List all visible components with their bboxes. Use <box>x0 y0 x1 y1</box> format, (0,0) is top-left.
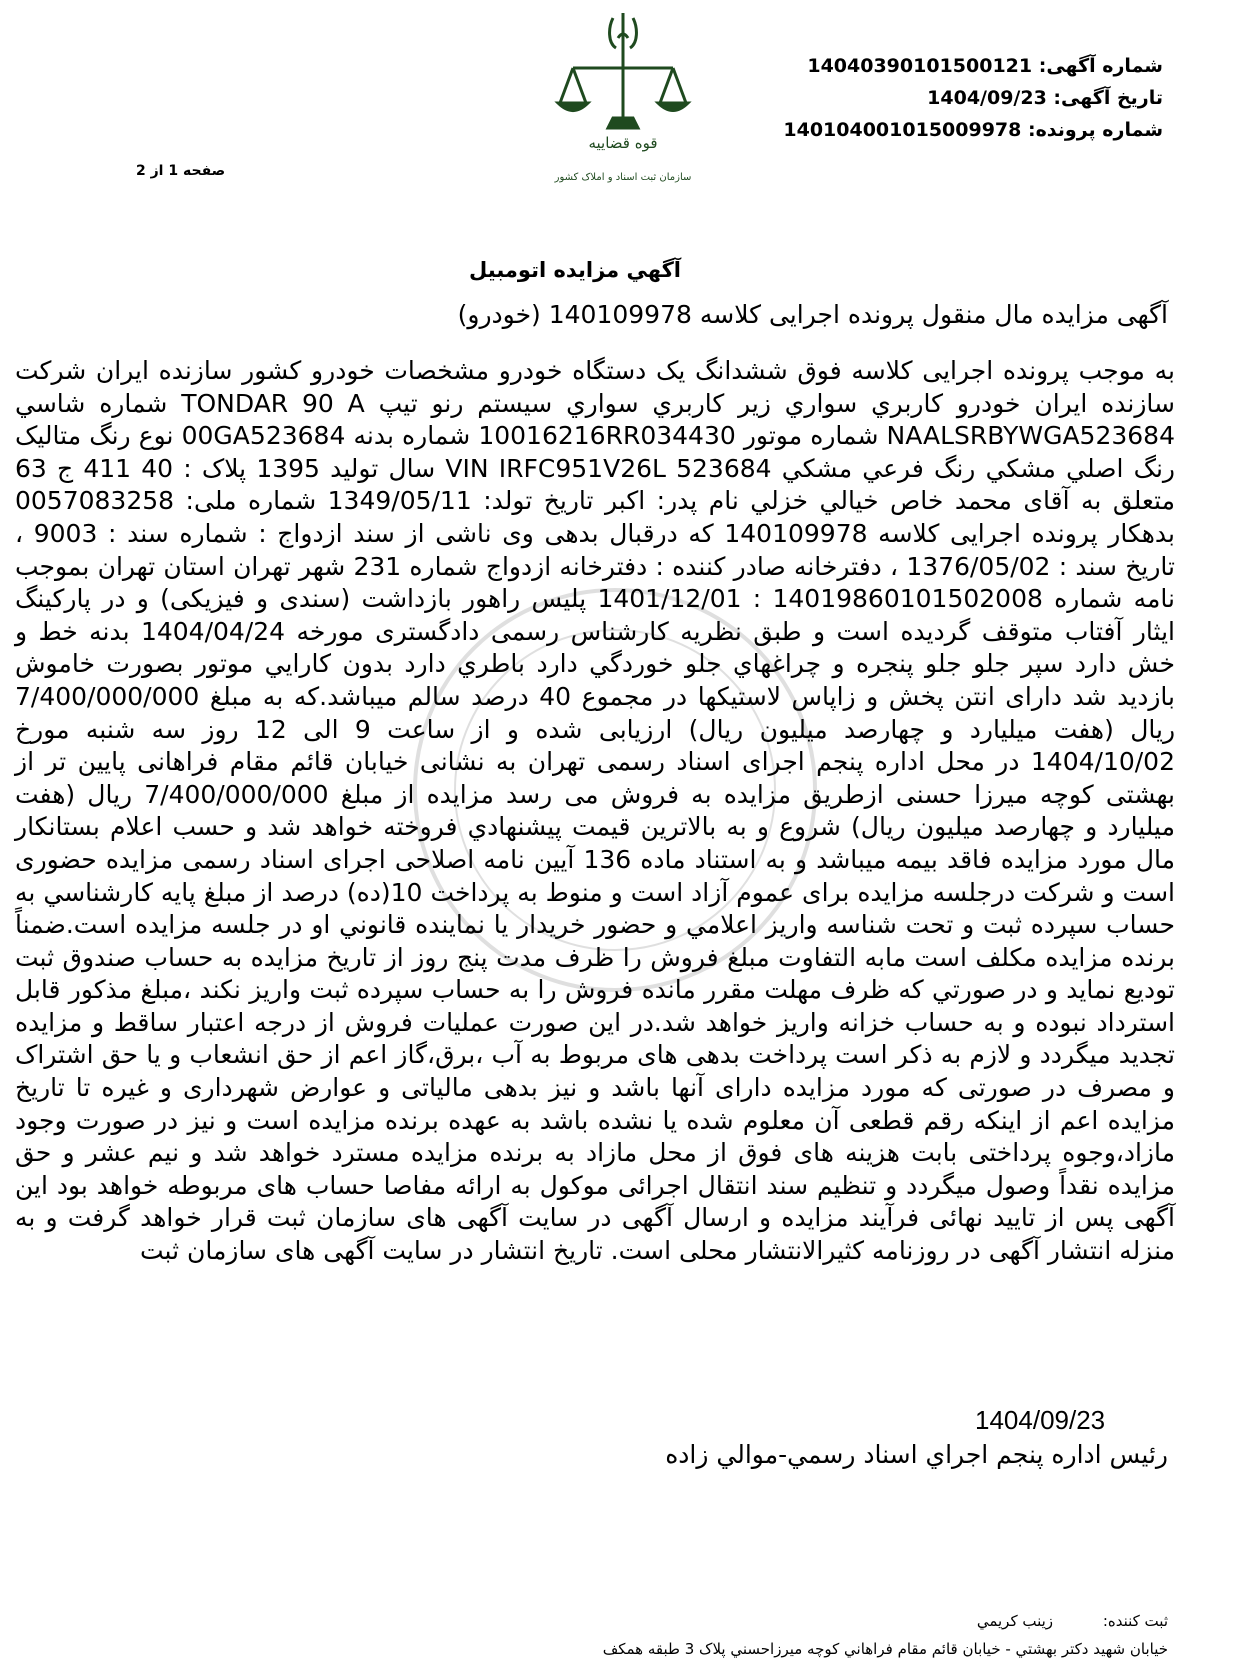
notice-number: 14040390101500121 <box>807 55 1033 77</box>
office-address: خيابان شهيد دکتر بهشتي - خيابان قائم مقام فراهاني کوچه ميرزاحسني پلاک 3 طبقه همکف <box>602 1640 1168 1658</box>
notice-date: 1404/09/23 <box>927 87 1047 109</box>
emblem-org-name: قوه قضاییه <box>588 134 658 152</box>
file-number: 140104001015009978 <box>783 119 1022 141</box>
signature-line: رئيس اداره پنجم اجراي اسناد رسمي-موالي زاده <box>665 1440 1168 1469</box>
notice-number-row <box>783 50 1163 82</box>
notice-date-row <box>783 82 1163 114</box>
judiciary-emblem-logo <box>548 8 698 208</box>
notice-body: به موجب پرونده اجرایی کلاسه فوق ششدانگ یک دستگاه خودرو مشخصات خودرو کشور سازنده ایران شرکت سازنده ایران خودرو کاربري سواري زیر کاربري سواري سیستم رنو تیپ TONDAR 90 A شماره شاسي NAALSRBYWGA523684 شماره موتور 10016216RR034430 شماره بدنه 00GA523684 نوع رنگ متالیک رنگ اصلي مشکي رنگ فرعي مشکي VIN IRFC951V26L 523684 سال تولید 1395 پلاک : 40 411 ج 63 متعلق به آقای محمد خاص خيالي خزلي نام پدر: اکبر تاریخ تولد: 1349/05/11 شماره ملی: 0057083258 بدهکار پرونده اجرایی کلاسه 140109978 که درقبال بدهی وی ناشی از سند ازدواج : شماره سند : 9003 ، تاریخ سند : 1376/05/02 ، دفترخانه صادر کننده : دفترخانه ازدواج شماره 231 شهر تهران استان تهران بموجب نامه شماره 14019860101502008 : 1401/12/01 پلیس راهور بازداشت (سندی و فیزیکی) و در پارکینگ ایثار آفتاب متوقف گردیده است و طبق نظریه کارشناس رسمی دادگستری مورخه 1404/04/24 بدنه خط و خش دارد سپر جلو جلو پنجره و چراغهاي جلو خوردگي دارد باطري دارد بدون کارايي موتور بصورت خاموش بازدید شد دارای انتن پخش و زاپاس لاستیکها در مجموع 40 درصد سالم میباشد.که به مبلغ 7/400/000/000 ریال (هفت میلیارد و چهارصد میلیون ریال) ارزیابی شده و از ساعت 9 الی 12 روز سه شنبه مورخ 1404/10/02 در محل اداره پنجم اجرای اسناد رسمی تهران به نشانی خیابان قائم مقام فراهانی پایین تر از بهشتی کوچه میرزا حسنی ازطریق مزایده به فروش می رسد مزایده از مبلغ 7/400/000/000 ریال (هفت میلیارد و چهارصد میلیون ریال) شروع و به بالاترین قیمت پیشنهادي فروخته خواهد شد و حسب اعلام بستانکار مال مورد مزایده فاقد بیمه میباشد و به استناد ماده 136 آیین نامه اصلاحی اجرای اسناد رسمی مزایده حضوری است و شرکت درجلسه مزایده برای عموم آزاد است و منوط به پرداخت 10(ده) درصد از مبلغ پایه کارشناسي به حساب سپرده ثبت و تحت شناسه واریز اعلامي و حضور خریدار یا نماینده قانوني او در جلسه مزایده است.ضمناً برنده مزایده مکلف است مابه التفاوت مبلغ فروش را ظرف مدت پنج روز از تاریخ مزایده به حساب صندوق ثبت تودیع نماید و در صورتي که ظرف مهلت مقرر مانده فروش را به حساب سپرده ثبت واریز نکند ،مبلغ مذکور قابل استرداد نبوده و به حساب خزانه واریز خواهد شد.در این صورت عملیات فروش از درجه اعتبار ساقط و مزایده تجدید میگردد و لازم به ذکر است پرداخت بدهی های مربوط به آب ،برق،گاز اعم از حق انشعاب و یا حق اشتراک و مصرف در صورتی که مورد مزایده دارای آنها باشد و نیز بدهی مالیاتی و عوارض شهرداری و غیره تا تاریخ مزایده اعم از اینکه رقم قطعی آن معلوم شده یا نشده باشد به عهده برنده مزایده است و نیز در صورت وجود مازاد،وجوه پرداختی بابت هزینه های فوق از محل مازاد به برنده مزایده مسترد خواهد شد و نیم عشر و حق مزایده نقداً وصول میگردد و تنظیم سند انتقال اجرائی موکول به ارائه مفاصا حساب های مربوطه خواهد بود این آگهی پس از تایید نهائی فرآیند مزایده و ارسال آگهی در سایت آگهی های سازمان ثبت قرار خواهد گرفت و به منزله انتشار آگهی در روزنامه کثیرالانتشار محلی است. تاریخ انتشار در سایت آگهی های سازمان ثبت <box>15 356 1176 1266</box>
page-number: صفحه 1 از 2 <box>136 163 226 179</box>
emblem-sub-org: سازمان ثبت اسناد و املاک کشور <box>554 172 692 183</box>
notice-date-label: تاریخ آگهی: <box>1053 87 1163 109</box>
notice-number-label: شماره آگهی: <box>1038 55 1163 77</box>
registrar-name: زينب کريمي <box>976 1612 1054 1630</box>
registrar-row <box>977 1612 1168 1630</box>
notice-header <box>783 50 1163 146</box>
registrar-label: ثبت کننده: <box>1102 1612 1168 1630</box>
page-title: آگهي مزايده اتومبيل <box>469 258 681 282</box>
page-subtitle: آگهی مزایده مال منقول پرونده اجرایی کلاسه 140109978 (خودرو) <box>457 300 1168 329</box>
file-number-label: شماره پرونده: <box>1027 119 1163 141</box>
publish-date: 1404/09/23 <box>975 1405 1106 1435</box>
file-number-row <box>783 114 1163 146</box>
